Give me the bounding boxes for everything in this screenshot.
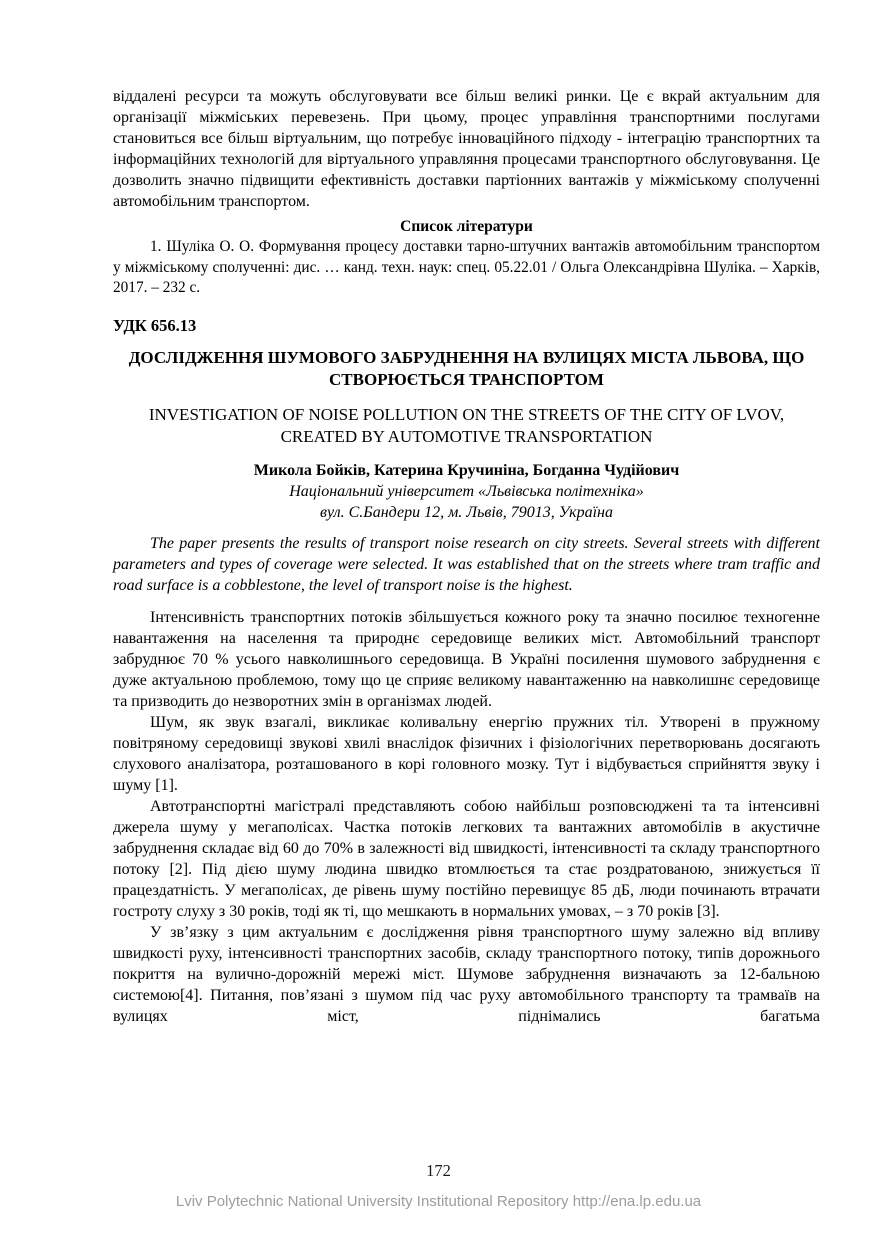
body-paragraph-1: Інтенсивність транспортних потоків збільшується кожного року та значно посилює техногенне навантаження на населення та природнє середовище великих міст. Автомобільний транспорт забруднює 70 % усього навколишнього середовища. В Україні посилення шумового забруднення є дуже актуальною проблемою, тому що це сприяє великому навантаженню на навколишнє середовище та призводить до незворотних змін в організмах людей.	[113, 608, 820, 710]
reference-item: 1. Шуліка О. О. Формування процесу доставки тарно-штучних вантажів автомобільним транспортом у міжміському сполученні: дис. … канд. техн. наук: спец. 05.22.01 / Ольга Олександрівна Шуліка. – Харків, 2017. – 232 с.	[113, 238, 820, 296]
body-paragraph-2: Шум, як звук взагалі, викликає коливальну енергію пружних тіл. Утворені в пружному повітряному середовищі звукові хвилі внаслідок фізичних і фізіологічних перетворювань досягають слухового аналізатора, розташованого в корі головного мозку. Тут і відбувається сприйняття звуку і шуму [1].	[113, 713, 820, 794]
body-paragraph-4: У зв’язку з цим актуальним є дослідження рівня транспортного шуму залежно від впливу швидкості руху, інтенсивності транспортних засобів, складу транспортного потоку, типів дорожнього покриття на вулично-дорожній мережі міст. Шумове забруднення визначають за 12-бальною системою[4]. Питання, пов’язані з шумом під час руху автомобільного транспорту та трамваїв на вулицях міст, піднімались багатьма	[113, 923, 820, 1025]
udc-code: УДК 656.13	[113, 315, 197, 335]
article-title-ukrainian: ДОСЛІДЖЕННЯ ШУМОВОГО ЗАБРУДНЕННЯ НА ВУЛИЦЯХ МІСТА ЛЬВОВА, ЩО СТВОРЮЄТЬСЯ ТРАНСПОРТОМ	[128, 347, 805, 389]
article-title-english: INVESTIGATION OF NOISE POLLUTION ON THE STREETS OF THE CITY OF LVOV, CREATED BY AUTOMOTIVE TRANSPORTATION	[148, 404, 785, 446]
abstract-paragraph: The paper presents the results of transport noise research on city streets. Several streets with different parameters and types of coverage were selected. It was established that on the streets where tram traffic and road surface is a cobblestone, the level of transport noise is the highest.	[113, 534, 820, 594]
page-content	[113, 86, 820, 1027]
affiliation-university: Національний університет «Львівська політехніка»	[289, 482, 644, 500]
affiliation-address: вул. С.Бандери 12, м. Львів, 79013, Україна	[320, 503, 613, 521]
authors-line: Микола Бойків, Катерина Кручиніна, Богданна Чудійович	[253, 461, 680, 479]
references-heading: Список літератури	[400, 218, 533, 235]
continuation-paragraph: віддалені ресурси та можуть обслуговувати все більш великі ринки. Це є вкрай актуальним для організації міжміських перевезень. При цьому, процес управління транспортними послугами становиться все більш віртуальним, що потребує інноваційного підходу - інтеграцію транспортних та інформаційних технологій для віртуального управляння процесами транспортного обслуговування. Це дозволить значно підвищити ефективність доставки партіонних вантажів у міжміському сполученні автомобільним транспортом.	[113, 88, 820, 210]
page-number: 172	[426, 1161, 451, 1180]
repository-footer-note: Lviv Polytechnic National University Institutional Repository http://ena.lp.edu.ua	[175, 1193, 702, 1210]
body-paragraph-3: Автотранспортні магістралі представляють собою найбільш розповсюджені та та інтенсивні джерела шуму у мегаполісах. Частка потоків легкових та вантажних автомобілів в акустичне забруднення складає від 60 до 70% в залежності від швидкості, інтенсивності та складу транспортного потоку [2]. Під дією шуму людина швидко втомлюється та стає роздратованою, знижується її працездатність. У мегаполісах, де рівень шуму постійно перевищує 85 дБ, люди починають втрачати гостроту слуху з 30 років, тоді як ті, що мешкають в нормальних умовах, – з 70 років [3].	[113, 797, 820, 920]
